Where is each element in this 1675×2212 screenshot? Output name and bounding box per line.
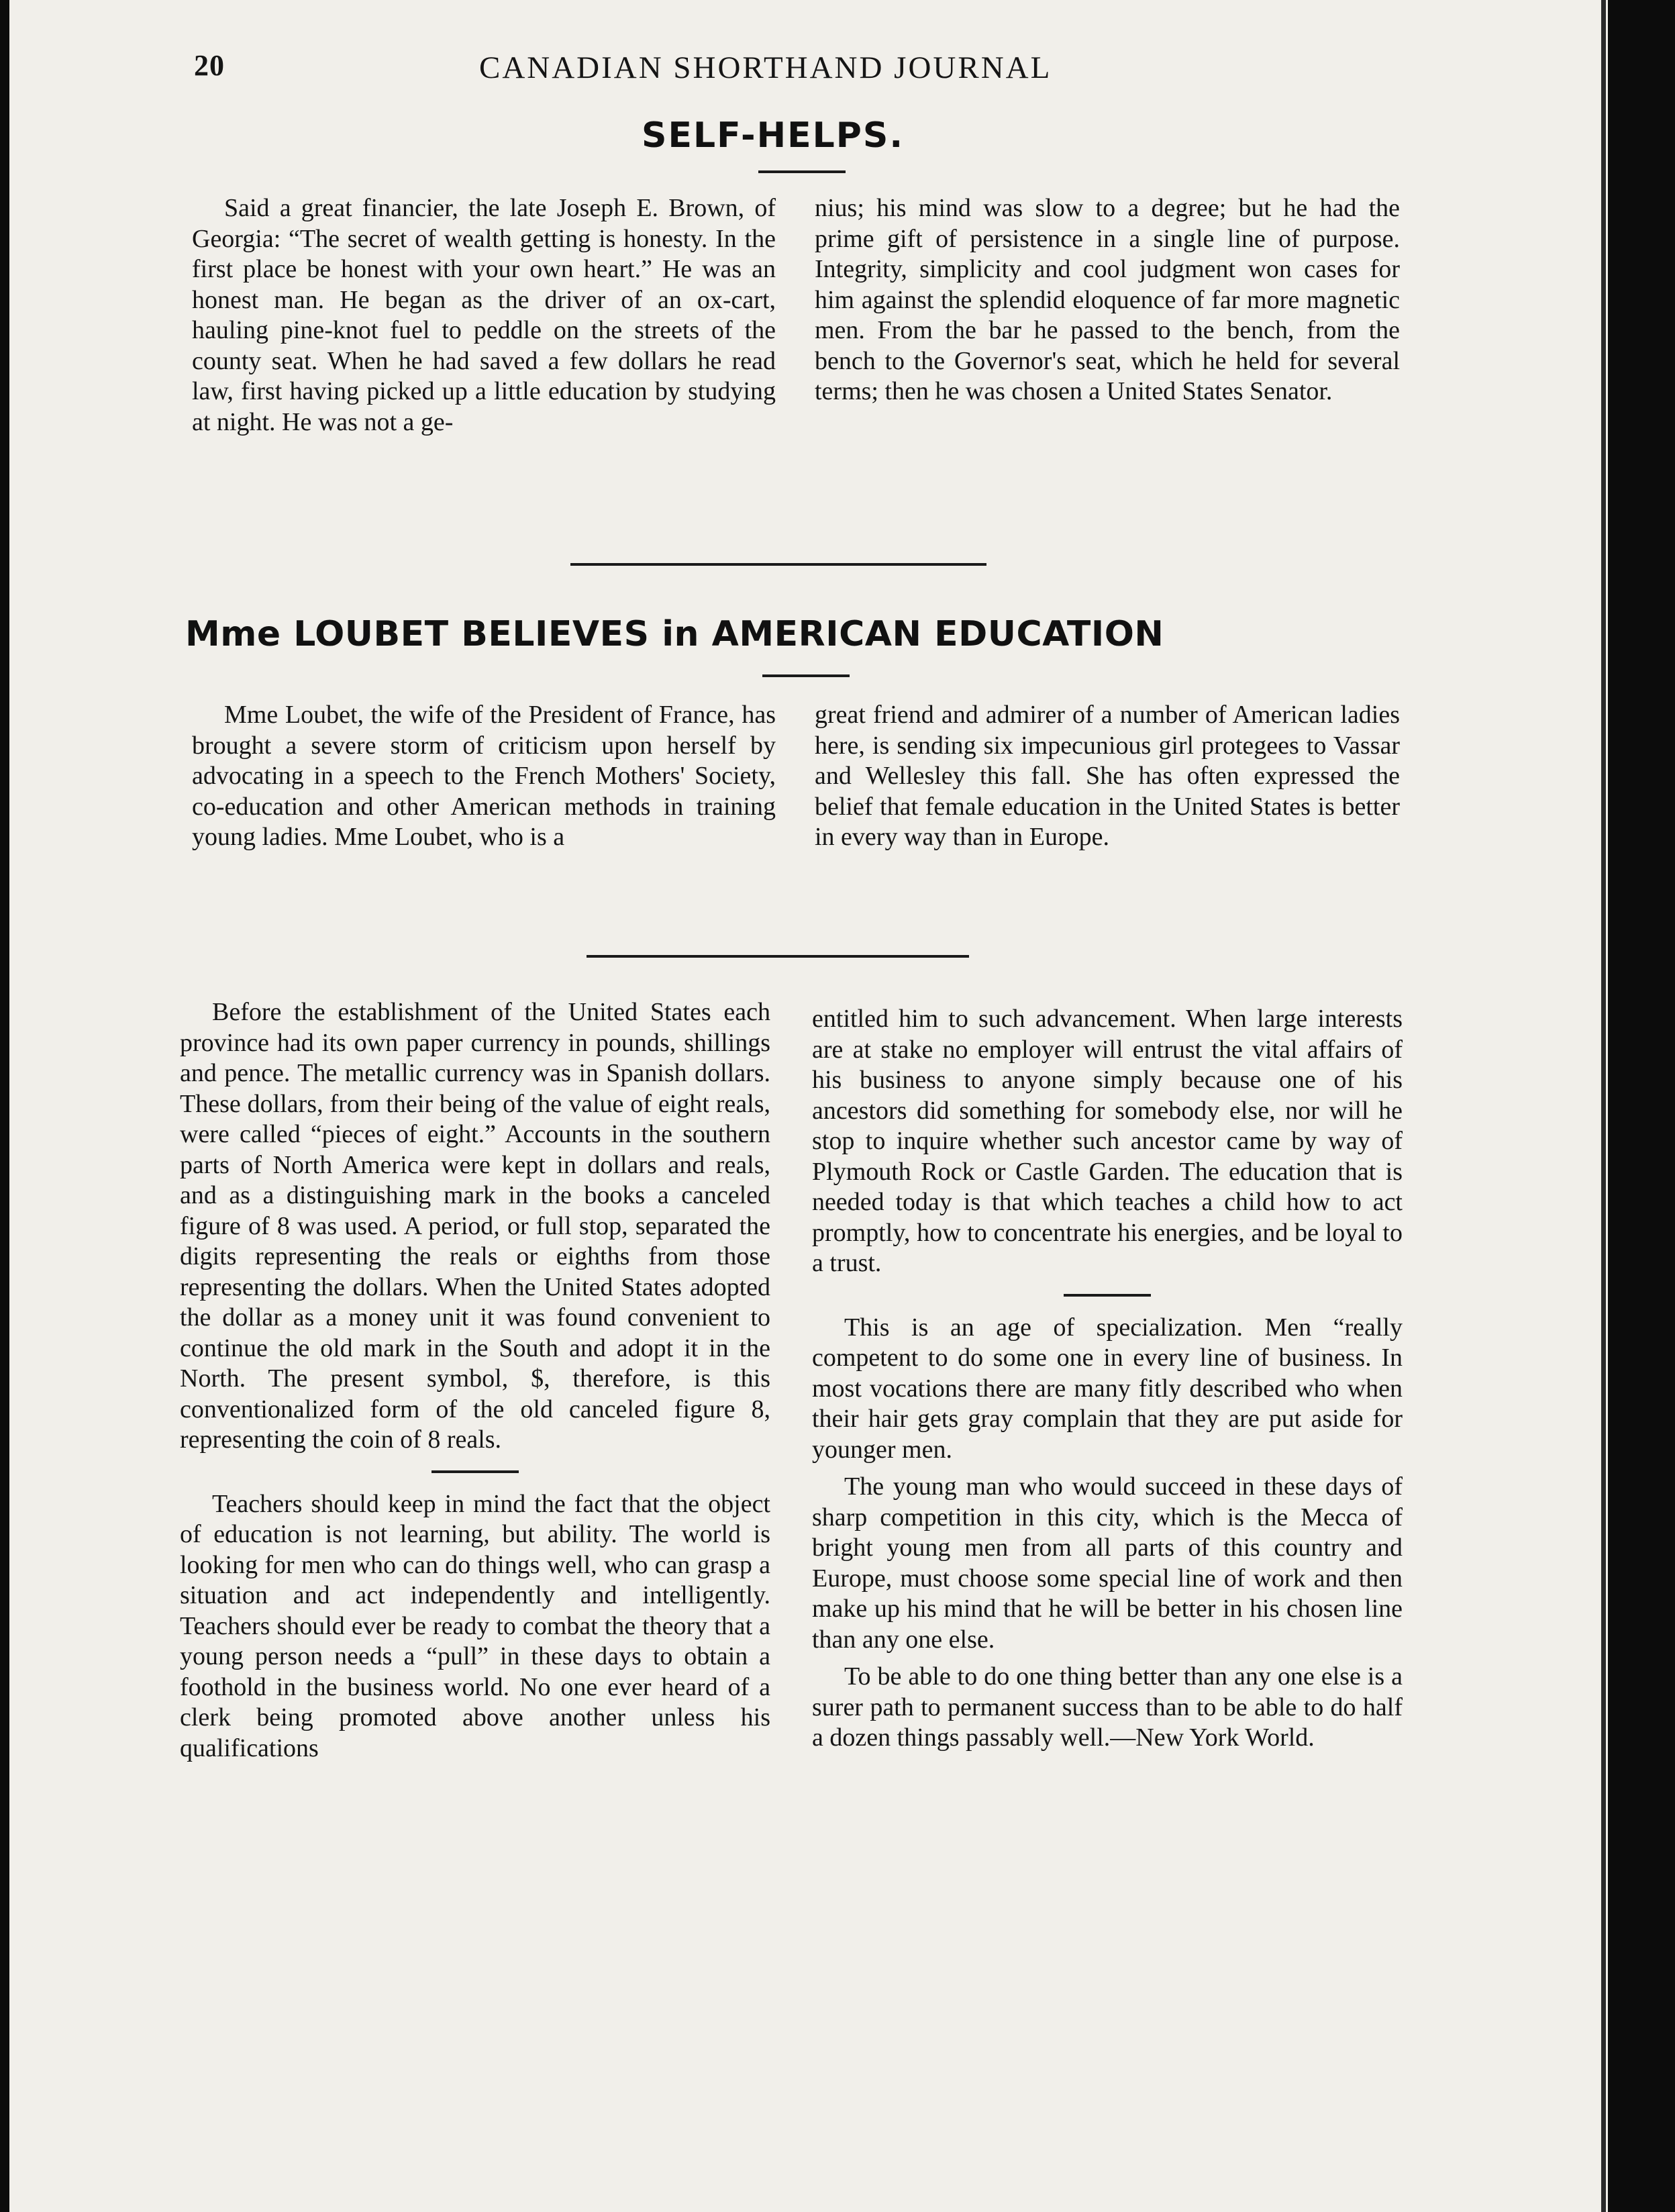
bottom-left-column: [180, 997, 770, 1764]
bottom-right-column: [812, 1004, 1403, 1754]
self-helps-right-column: [815, 193, 1400, 407]
self-helps-left-column: [192, 193, 776, 438]
section-divider-rule: [587, 955, 969, 958]
loubet-headline: Mme LOUBET BELIEVES in AMERICAN EDUCATION: [185, 614, 1164, 654]
self-helps-headline: SELF-HELPS.: [642, 115, 905, 156]
journal-page: [9, 0, 1608, 2212]
loubet-title-rule: [762, 674, 850, 677]
section-divider-rule: [570, 563, 986, 566]
teachers-text-part1: Teachers should keep in mind the fact that the object of education is not learning, but ability. The world is looking for men who can do things well, who can grasp a situation and act independently and intelligently. Teachers should ever be ready to combat the theory that a young person needs a “pull” in these days to obtain a foothold in the business world. No one ever heard of a clerk being promoted above another unless his qualifications: [180, 1489, 770, 1762]
specialization-paragraph-1: This is an age of specialization. Men “really competent to do some one in every line of business. In most vocations there are many fitly described who when their hair gets gray complain that they are put aside for younger men.: [812, 1313, 1403, 1464]
loubet-right-column: [815, 700, 1400, 853]
paragraph-separator-rule: [432, 1470, 519, 1473]
self-helps-text-part2: nius; his mind was slow to a degree; but he had the prime gift of persistence in a single line of purpose. Integrity, simplicity and cool judgment won cases for him against the splendid eloquence of far more magnetic men. From the bar he passed to the bench, from the bench to the Governor's seat, which he held for several terms; then he was chosen a United States Senator.: [815, 194, 1400, 405]
self-helps-title-rule: [758, 170, 846, 173]
loubet-text-part2: great friend and admirer of a number of American ladies here, is sending six impecunious girl protegees to Vassar and Wellesley this fall. She has often expressed the belief that female education in the United States is better in every way than in Europe.: [815, 701, 1400, 851]
loubet-text-part1: Mme Loubet, the wife of the President of France, has brought a severe storm of criticism upon herself by advocating in a speech to the French Mothers' Society, co-education and other American methods in training young ladies. Mme Loubet, who is a: [192, 701, 776, 851]
loubet-left-column: [192, 700, 776, 853]
specialization-paragraph-3: To be able to do one thing better than any one else is a surer path to permanent success than to be able to do half a dozen things passably well.—New York World.: [812, 1662, 1403, 1752]
teachers-text-part2: entitled him to such advancement. When large interests are at stake no employer will entrust the vital affairs of his business to anyone simply because one of his ancestors did something for somebody else, nor will he stop to inquire whether such ancestor came by way of Plymouth Rock or Castle Garden. The education that is needed today is that which teaches a child how to act promptly, how to concentrate his energies, and be loyal to a trust.: [812, 1005, 1403, 1277]
self-helps-text-part1: Said a great financier, the late Joseph E. Brown, of Georgia: “The secret of wealth getting is honesty. In the first place be honest with your own heart.” He was an honest man. He began as the driver of an ox-cart, hauling pine-knot fuel to peddle on the streets of the county seat. When he had saved a few dollars he read law, first having picked up a little education by studying at night. He was not a ge-: [192, 194, 776, 436]
specialization-paragraph-2: The young man who would succeed in these days of sharp competition in this city, which is the Mecca of bright young men from all parts of this country and Europe, must choose some special line of work and then make up his mind that he will be better in his chosen line than any one else.: [812, 1472, 1403, 1654]
paragraph-separator-rule: [1064, 1294, 1151, 1297]
journal-title: CANADIAN SHORTHAND JOURNAL: [479, 50, 1052, 85]
page-number: 20: [194, 49, 225, 82]
currency-paragraph: Before the establishment of the United States each province had its own paper currency in pounds, shillings and pence. The metallic currency was in Spanish dollars. These dollars, from their being of the value of eight reals, were called “pieces of eight.” Accounts in the southern parts of North America were kept in dollars and reals, and as a distinguishing mark in the books a canceled figure of 8 was used. A period, or full stop, separated the digits representing the reals or eighths from those representing the dollars. When the United States adopted the dollar as a money unit it was found convenient to continue the old mark in the South and adopt it in the North. The present symbol, $, therefore, is this conventionalized form of the old canceled figure 8, representing the coin of 8 reals.: [180, 998, 770, 1454]
